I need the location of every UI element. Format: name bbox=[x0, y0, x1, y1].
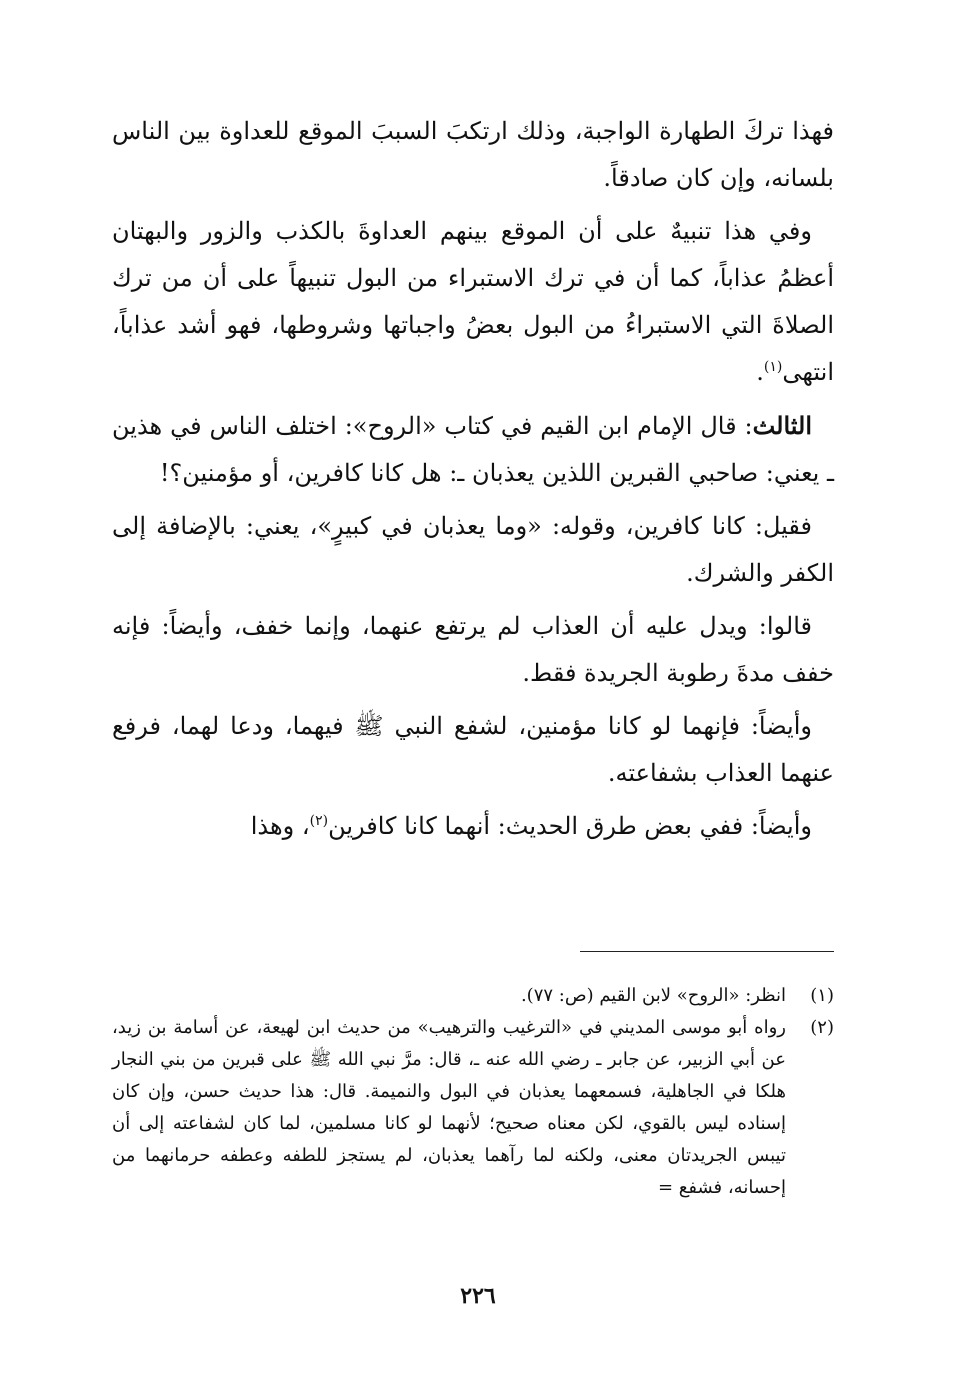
paragraph-3-text: : قال الإمام ابن القيم في كتاب «الروح»: اختلف الناس في هذين ـ يعني: صاحبي القبرين اللذين يعذبان ـ: هل كانا كافرين، أو مؤمنين؟! bbox=[112, 412, 834, 487]
paragraph-2-text: وفي هذا تنبيهٌ على أن الموقع بينهم العداوةَ بالكذب والزور والبهتان أعظمُ عذاباً، كما أن في ترك الاستبراء من البول تنبيهاً على أن من ترك الصلاةَ التي الاستبراءُ من البول بعضُ واجباتها وشروطها، فهو أشد عذاباً، انتهى bbox=[112, 217, 834, 386]
paragraph-1: فهذا تركَ الطهارة الواجبة، وذلك ارتكبَ السببَ الموقع للعداوة بين الناس بلسانه، وإن كان صادقاً. bbox=[112, 117, 834, 192]
footnote-2 bbox=[112, 1012, 834, 1204]
paragraph-2 bbox=[112, 208, 834, 396]
footnote-2-text: رواه أبو موسى المديني في «الترغيب والترهيب» من حديث ابن لهيعة، عن أسامة بن زيد، عن أبي الزبير، عن جابر ـ رضي الله عنه ـ، قال: مرَّ نبي الله ﷺ على قبرين من بني النجار هلكا في الجاهلية، فسمعهما يعذبان في البول والنميمة. قال: هذا حديث حسن، وإن كان إسناده ليس بالقوي، لكن معناه صحيح؛ لأنهما لو كانا مسلمين، لما كان لشفاعته إلى أن تيبس الجريدتان معنى، ولكنه لما رآهما يعذبان، لم يستجز للطفه وعطفه حرمانهما من إحسانه، فشفع = bbox=[112, 1017, 786, 1198]
paragraph-6: وأيضاً: فإنهما لو كانا مؤمنين، لشفع النبي ﷺ فيهما، ودعا لهما، فرفع عنهما العذاب بشفاعته. bbox=[112, 712, 834, 787]
footnote-ref-1: (١) bbox=[763, 359, 783, 375]
paragraph-4: فقيل: كانا كافرين، وقوله: «وما يعذبان في كبيرٍ»، يعني: بالإضافة إلى الكفر والشرك. bbox=[112, 512, 834, 587]
paragraph-7-end: ، وهذا bbox=[250, 812, 310, 840]
page-number: ٢٢٦ bbox=[460, 1283, 496, 1309]
footnote-1 bbox=[112, 980, 834, 1012]
footnote-2-number: (٢) bbox=[810, 1017, 834, 1038]
paragraph-2-end: . bbox=[756, 358, 764, 386]
footnotes bbox=[112, 980, 834, 1204]
paragraph-7-text: وأيضاً: ففي بعض طرق الحديث: أنهما كانا كافرين bbox=[328, 812, 812, 840]
paragraph-7 bbox=[112, 803, 834, 850]
paragraph-3-lead: الثالث bbox=[752, 411, 812, 440]
footnote-1-text: انظر: «الروح» لابن القيم (ص: ٧٧). bbox=[520, 985, 786, 1006]
paragraph-5: قالوا: ويدل عليه أن العذاب لم يرتفع عنهما، وإنما خفف، وأيضاً: فإنه خفف مدةَ رطوبة الجريدة فقط. bbox=[112, 612, 834, 687]
paragraph-3 bbox=[112, 402, 834, 497]
footnote-ref-2: (٢) bbox=[309, 813, 329, 829]
footnote-separator bbox=[580, 951, 834, 952]
main-text bbox=[112, 108, 834, 856]
footnote-1-number: (١) bbox=[810, 985, 834, 1006]
